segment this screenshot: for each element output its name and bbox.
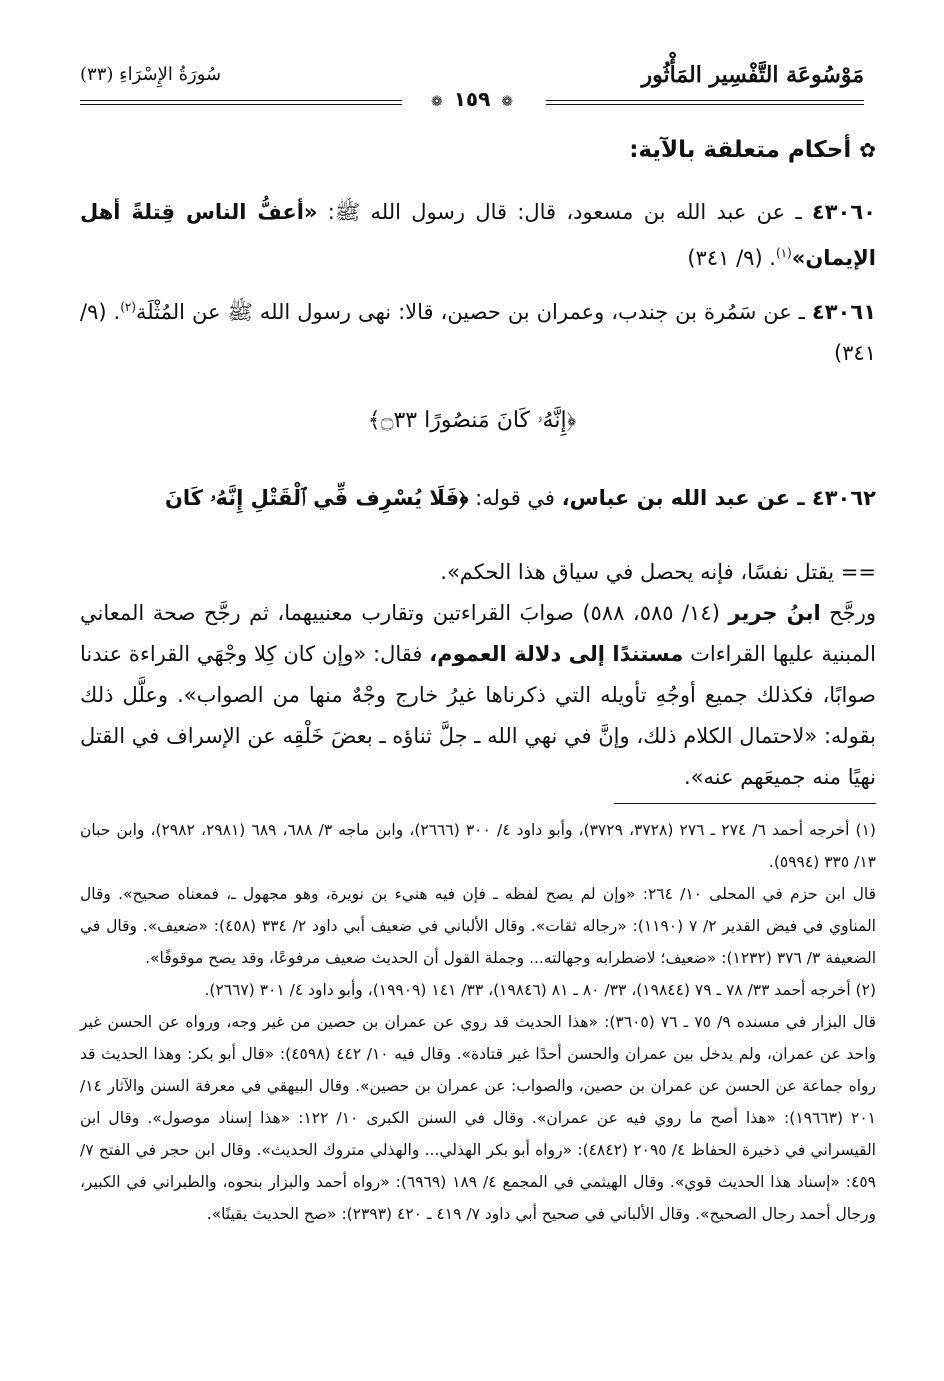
- footnote-1: (١) أخرجه أحمد ٦/ ٢٧٤ ـ ٢٧٦ (٣٧٢٨، ٣٧٢٩)، وأبو داود ٤/ ٣٠٠ (٢٦٦٦)، وابن ماجه ٣/ ٦٨٨، ٦٨٩ (٢٩٨١، ٢٩٨٢)، وابن حبان ١٣/ ٣٣٥ (٥٩٩٤).: [80, 821, 876, 871]
- commentary-paragraph: [80, 593, 876, 798]
- entry-paragraph: [80, 192, 876, 279]
- entry-number: ٤٣٠٦٠: [811, 200, 876, 224]
- section-heading: [629, 137, 876, 163]
- entry-number: ٤٣٠٦٢: [811, 486, 876, 510]
- entry-text: ـ عن سَمُرة بن جندب، وعمران بن حصين، قالا: نهى رسول الله ﷺ عن المُثْلَة: [136, 300, 812, 324]
- ornament-icon: ❁: [430, 94, 443, 110]
- entry-paragraph: [80, 478, 876, 519]
- quran-quote: ﴿فَلَا يُسْرِف فِّي ٱلْقَتْلِ إِنَّهُۥ كَانَ: [164, 486, 469, 510]
- volume-ref: . (٩/ ٣٤١): [80, 300, 876, 365]
- entry-43061: [80, 287, 876, 374]
- entry-paragraph: [80, 287, 876, 374]
- commentary-text: (١٤/ ٥٨٥، ٥٨٨) صوابَ القراءتين وتقارب معنييهما، ثم رجَّح صحة المعاني المبنية عليها القراءات: [80, 601, 876, 666]
- footnote-1-commentary: قال ابن حزم في المحلى ١٠/ ٢٦٤: «وإن لم يصح لفظه ـ فإن فيه هنيء بن نويرة، وهو مجهول ـ، فمعناه صحيح». وقال المناوي في فيض القدير ٢/ ٧ (١١٩٠): «رجاله ثقات». وقال الألباني في ضعيف أبي داود ٢/ ٣٣٤ (٤٥٨): «ضعيف». وقال في الضعيفة ٣/ ٣٧٦ (١٢٣٢): «ضعيف؛ لاضطرابه وجهالته... وجملة القول أن الحديث ضعيف مرفوعًا، وقد يصح موقوفًا».: [80, 885, 876, 967]
- quran-verse: ﴿إِنَّهُۥ كَانَ مَنصُورًا ۝٣٣﴾: [367, 408, 577, 433]
- page-number: ١٥٩: [453, 87, 491, 111]
- commentary-text: فقال: «وإن كان كِلا وجْهَي القراءة عندنا صوابًا، فكذلك جميع أوجُهِ تأويله التي ذكرناها غيرُ خارج وجْهٌ منها من الصواب». وعلَّل ذلك بقوله: «لاحتمال الكلام ذلك، وإنَّ في نهي الله ـ جلَّ ثناؤه ـ بعضَ خَلْقِه عن الإسراف في القتل نهيًا منه جميعَهم عنه».: [80, 642, 876, 789]
- surah-title: سُورَةُ الإِسْرَاءِ (٣٣): [80, 64, 222, 85]
- commentary-line: == يقتل نفسًا، فإنه يحصل في سياق هذا الحكم».: [440, 560, 876, 584]
- entry-43062: [80, 478, 876, 519]
- commentary: [80, 552, 876, 798]
- hadith-quote: «أعفُّ الناس قِتلةً أهل الإيمان»: [80, 200, 876, 270]
- footnote-separator: [614, 803, 876, 804]
- footnote-2: (٢) أخرجه أحمد ٣٣/ ٧٨ ـ ٧٩ (١٩٨٤٤)، ٣٣/ ٨٠ ـ ٨١ (١٩٨٤٦)، ٣٣/ ١٤١ (١٩٩٠٩)، وأبو داود ٤/ ٣٠١ (٢٦٦٧).: [204, 981, 876, 999]
- section-heading-text: أحكام متعلقة بالآية:: [629, 137, 852, 163]
- entry-text: في قوله:: [468, 486, 562, 510]
- entry-text: ـ عن عبد الله بن مسعود، قال: قال رسول الله ﷺ:: [317, 200, 812, 224]
- footnote-2-commentary: قال البزار في مسنده ٩/ ٧٥ ـ ٧٦ (٣٦٠٥): «هذا الحديث قد روي عن عمران بن حصين من غير وجه، ورواه عن الحسن غير واحد عن عمران، ولم يدخل بين عمران والحسن أحدًا غير قتادة». وقال فيه ١٠/ ٤٤٢ (٤٥٩٨): «قال أبو بكر: وهذا الحديث قد رواه جماعة عن الحسن عن عمران بن حصين، والصواب: عن عمران بن حصين». وقال البيهقي في معرفة السنن والآثار ١٤/ ٢٠١ (١٩٦٦٣): «هذا أصح ما روي فيه عن عمران». وقال في السنن الكبرى ١٠/ ١٢٢: «هذا إسناد موصول». وقال ابن القيسراني في ذخيرة الحفاظ ٤/ ٢٠٩٥ (٤٨٤٢): «رواه أبو بكر الهذلي... والهذلي متروك الحديث». وقال ابن حجر في الفتح ٧/ ٤٥٩: «إسناد هذا الحديث قوي». وقال الهيثمي في المجمع ٤/ ١٨٩ (٦٩٦٩): «رواه أحمد والبزار بنحوه، والطبراني في الكبير، ورجال أحمد رجال الصحيح». وقال الألباني في صحيح أبي داود ٧/ ٤١٩ ـ ٤٢٠ (٢٣٩٣): «صح الحديث يقينًا».: [80, 1013, 877, 1223]
- entry-43060: [80, 192, 876, 279]
- book-title: مَوْسُوعَة التَّفْسِير المَأْثُور: [641, 62, 864, 88]
- footnote-ref: (١): [775, 246, 792, 260]
- narrator: ـ عن عبد الله بن عباس،: [561, 486, 812, 510]
- commentary-text: ورجَّح: [820, 601, 876, 625]
- scholar-name: ابنُ جرير: [728, 601, 821, 625]
- ornament-icon: ❁: [501, 94, 514, 110]
- page-number-group: [427, 87, 517, 111]
- header-rule-left: [80, 100, 402, 105]
- header-rule-right: [546, 100, 864, 105]
- footnote-ref: (٢): [120, 300, 137, 314]
- commentary-emphasis: مستندًا إلى دلالة العموم،: [429, 642, 684, 666]
- footnotes: [80, 814, 876, 1230]
- volume-ref: . (٩/ ٣٤١): [687, 246, 776, 270]
- page-header: [80, 62, 864, 111]
- flower-ornament-icon: ✿: [859, 138, 876, 162]
- entry-number: ٤٣٠٦١: [811, 300, 877, 324]
